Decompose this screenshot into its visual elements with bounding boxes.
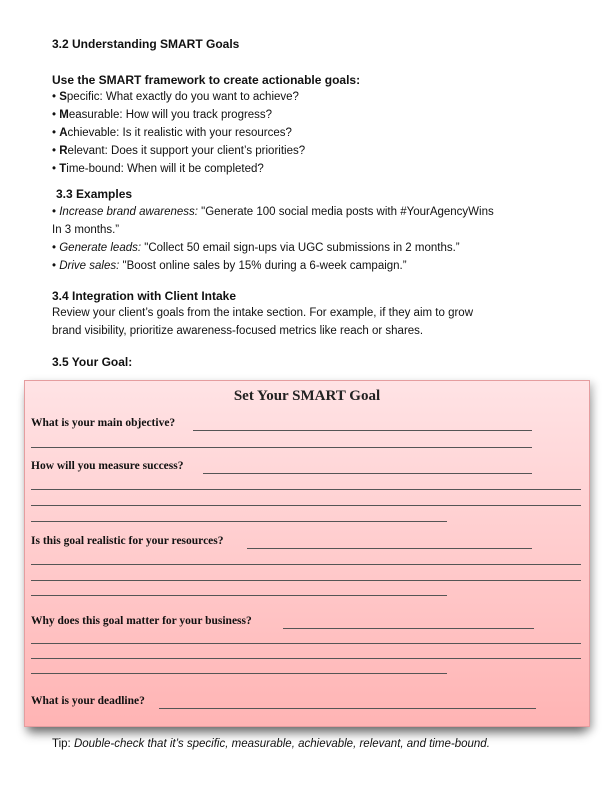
measure-answer-line[interactable] xyxy=(31,489,581,490)
section-3-5-heading: 3.5 Your Goal: xyxy=(52,355,133,369)
list-item: • Achievable: Is it realistic with your resources? xyxy=(52,124,305,142)
question-measure-success: How will you measure success? xyxy=(31,460,184,472)
measure-answer-line[interactable] xyxy=(203,473,532,474)
smart-goal-form xyxy=(24,380,590,727)
list-item: • Increase brand awareness: "Generate 100 social media posts with #YourAgencyWins xyxy=(52,203,494,221)
form-title: Set Your SMART Goal xyxy=(233,388,381,404)
tip-body: Double-check that it’s specific, measurable, achievable, relevant, and time-bound. xyxy=(73,738,490,750)
question-realistic: Is this goal realistic for your resources? xyxy=(31,535,224,547)
list-item: • Generate leads: "Collect 50 email sign-ups via UGC submissions in 2 months.” xyxy=(52,239,494,257)
realistic-answer-line[interactable] xyxy=(247,548,532,549)
section-3-2-heading: 3.2 Understanding SMART Goals xyxy=(52,37,240,51)
measure-answer-line[interactable] xyxy=(31,505,581,506)
list-item: • Relevant: Does it support your client’s priorities? xyxy=(52,142,305,160)
list-item-continuation: In 3 months.” xyxy=(52,224,120,236)
list-item: • Drive sales: "Boost online sales by 15% during a 6-week campaign.” xyxy=(52,257,494,275)
why-answer-line[interactable] xyxy=(283,628,534,629)
question-why-matters: Why does this goal matter for your business? xyxy=(31,615,252,627)
section-3-4-heading: 3.4 Integration with Client Intake xyxy=(52,289,237,303)
measure-answer-line[interactable] xyxy=(31,521,447,522)
section-3-3-heading: 3.3 Examples xyxy=(56,187,133,201)
paragraph-line: Review your client’s goals from the intake section. For example, if they aim to grow xyxy=(52,307,473,319)
why-answer-line[interactable] xyxy=(31,643,581,644)
list-item: • Measurable: How will you track progress? xyxy=(52,106,305,124)
question-objective: What is your main objective? xyxy=(31,417,176,429)
deadline-answer-line[interactable] xyxy=(159,708,536,709)
integration-text xyxy=(52,304,473,340)
why-answer-line[interactable] xyxy=(31,673,447,674)
realistic-answer-line[interactable] xyxy=(31,564,581,565)
realistic-answer-line[interactable] xyxy=(31,595,447,596)
examples-list xyxy=(52,203,494,275)
question-deadline: What is your deadline? xyxy=(31,695,145,707)
objective-answer-line[interactable] xyxy=(31,447,532,448)
objective-answer-line[interactable] xyxy=(193,430,532,431)
tip-label: Tip: xyxy=(52,738,74,750)
paragraph-line: brand visibility, prioritize awareness-focused metrics like reach or shares. xyxy=(52,325,424,337)
smart-list xyxy=(52,88,305,178)
list-item: • Specific: What exactly do you want to achieve? xyxy=(52,88,305,106)
realistic-answer-line[interactable] xyxy=(31,580,581,581)
tip-text xyxy=(52,738,490,750)
smart-intro: Use the SMART framework to create actionable goals: xyxy=(52,73,361,87)
why-answer-line[interactable] xyxy=(31,658,581,659)
list-item: • Time-bound: When will it be completed? xyxy=(52,160,305,178)
